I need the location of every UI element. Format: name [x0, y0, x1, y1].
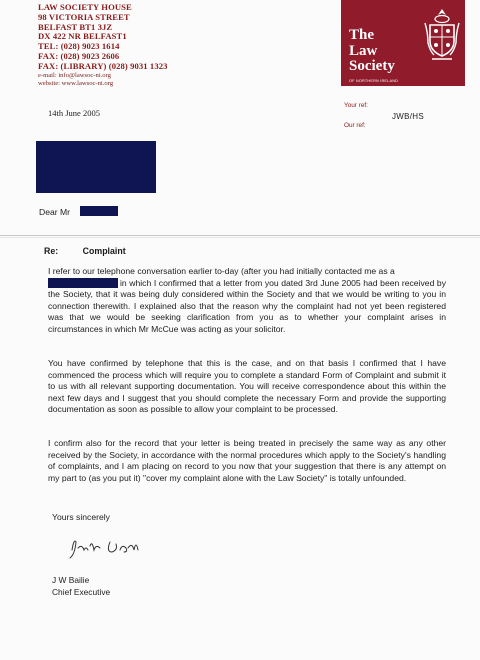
your-ref-label: Your ref: [344, 102, 368, 109]
letterhead-website: website: www.lawsoc-ni.org [38, 79, 114, 87]
letter-date: 14th June 2005 [48, 108, 100, 118]
letterhead-line: DX 422 NR BELFAST1 [38, 31, 127, 42]
signatory-title: Chief Executive [52, 586, 111, 597]
logo-line: Law [349, 42, 378, 59]
paragraph-lead: I refer to our telephone conversation earlier to-day (after you had initially contacted me as a [48, 266, 395, 276]
handwritten-signature [66, 532, 146, 562]
logo-line: The [349, 27, 375, 43]
our-ref-value: JWB/HS [392, 112, 425, 121]
redacted-name [80, 206, 118, 216]
letterhead-email: e-mail: info@lawsoc-ni.org [38, 71, 111, 79]
body-paragraph [48, 266, 446, 336]
letterhead-line: TEL: (028) 9023 1614 [38, 41, 120, 52]
logo-wordmark [349, 28, 395, 75]
body-paragraph [48, 438, 446, 484]
subject-line [44, 246, 126, 256]
body-paragraph [48, 358, 446, 416]
paragraph-text: You have confirmed by telephone that this is the case, and on that basis I confirmed that I have commenced the process which will require you to complete a standard Form of Complaint and submit it to us with all relevant supporting documentation. You will receive correspondence about this within the next few days and I suggest that you should complete the necessary Form and provide the supporting documentation as soon as possible to allow your complaint to be processed. [48, 358, 446, 415]
crest-icon [424, 7, 460, 63]
letterhead-line: FAX: (028) 9023 2606 [38, 50, 120, 61]
paragraph-text: in which I confirmed that a letter from you dated 3rd June 2005 had been received by the Society, that it was being duly considered within the Society and that we would be writing to you in connection therewith. I explained also that the reason why the complaint had not yet been registered was that we would be seeking clarification from you as to whether your complaint arises in circumstances in which Mr McCue was acting as your solicitor. [48, 277, 446, 334]
page-divider [0, 237, 480, 238]
subject-label: Re: [44, 246, 59, 256]
our-ref-label: Our ref: [344, 122, 366, 129]
letterhead-line: FAX: (LIBRARY) (028) 9031 1323 [38, 60, 168, 71]
redacted-address-block [36, 141, 156, 193]
closing: Yours sincerely [52, 512, 110, 522]
signatory-name: J W Bailie [52, 575, 90, 585]
logo-subline: OF NORTHERN IRELAND [349, 79, 399, 83]
subject-text: Complaint [82, 246, 126, 256]
letterhead-line: 98 VICTORIA STREET [38, 11, 130, 22]
signatory [52, 575, 110, 598]
logo-line: Society [349, 58, 395, 74]
letterhead-line: LAW SOCIETY HOUSE [38, 2, 132, 12]
paragraph-text: I confirm also for the record that your letter is being treated in precisely the same way as any other received by the Society, in accordance with the normal procedures which apply to the Society's handling of complaints, and I am placing on record to you now that your suggestion that there is any attempt on my part to (as you put it) "cover my complaint alone with the Law Society" is totally unfounded. [48, 438, 446, 483]
salutation [39, 207, 70, 217]
redacted-text [48, 278, 118, 288]
law-society-logo [341, 0, 465, 86]
letterhead-line: BELFAST BT1 3JZ [38, 21, 113, 32]
letterhead-address [38, 3, 268, 88]
page-divider [0, 235, 480, 236]
salutation-text: Dear Mr [39, 207, 71, 217]
